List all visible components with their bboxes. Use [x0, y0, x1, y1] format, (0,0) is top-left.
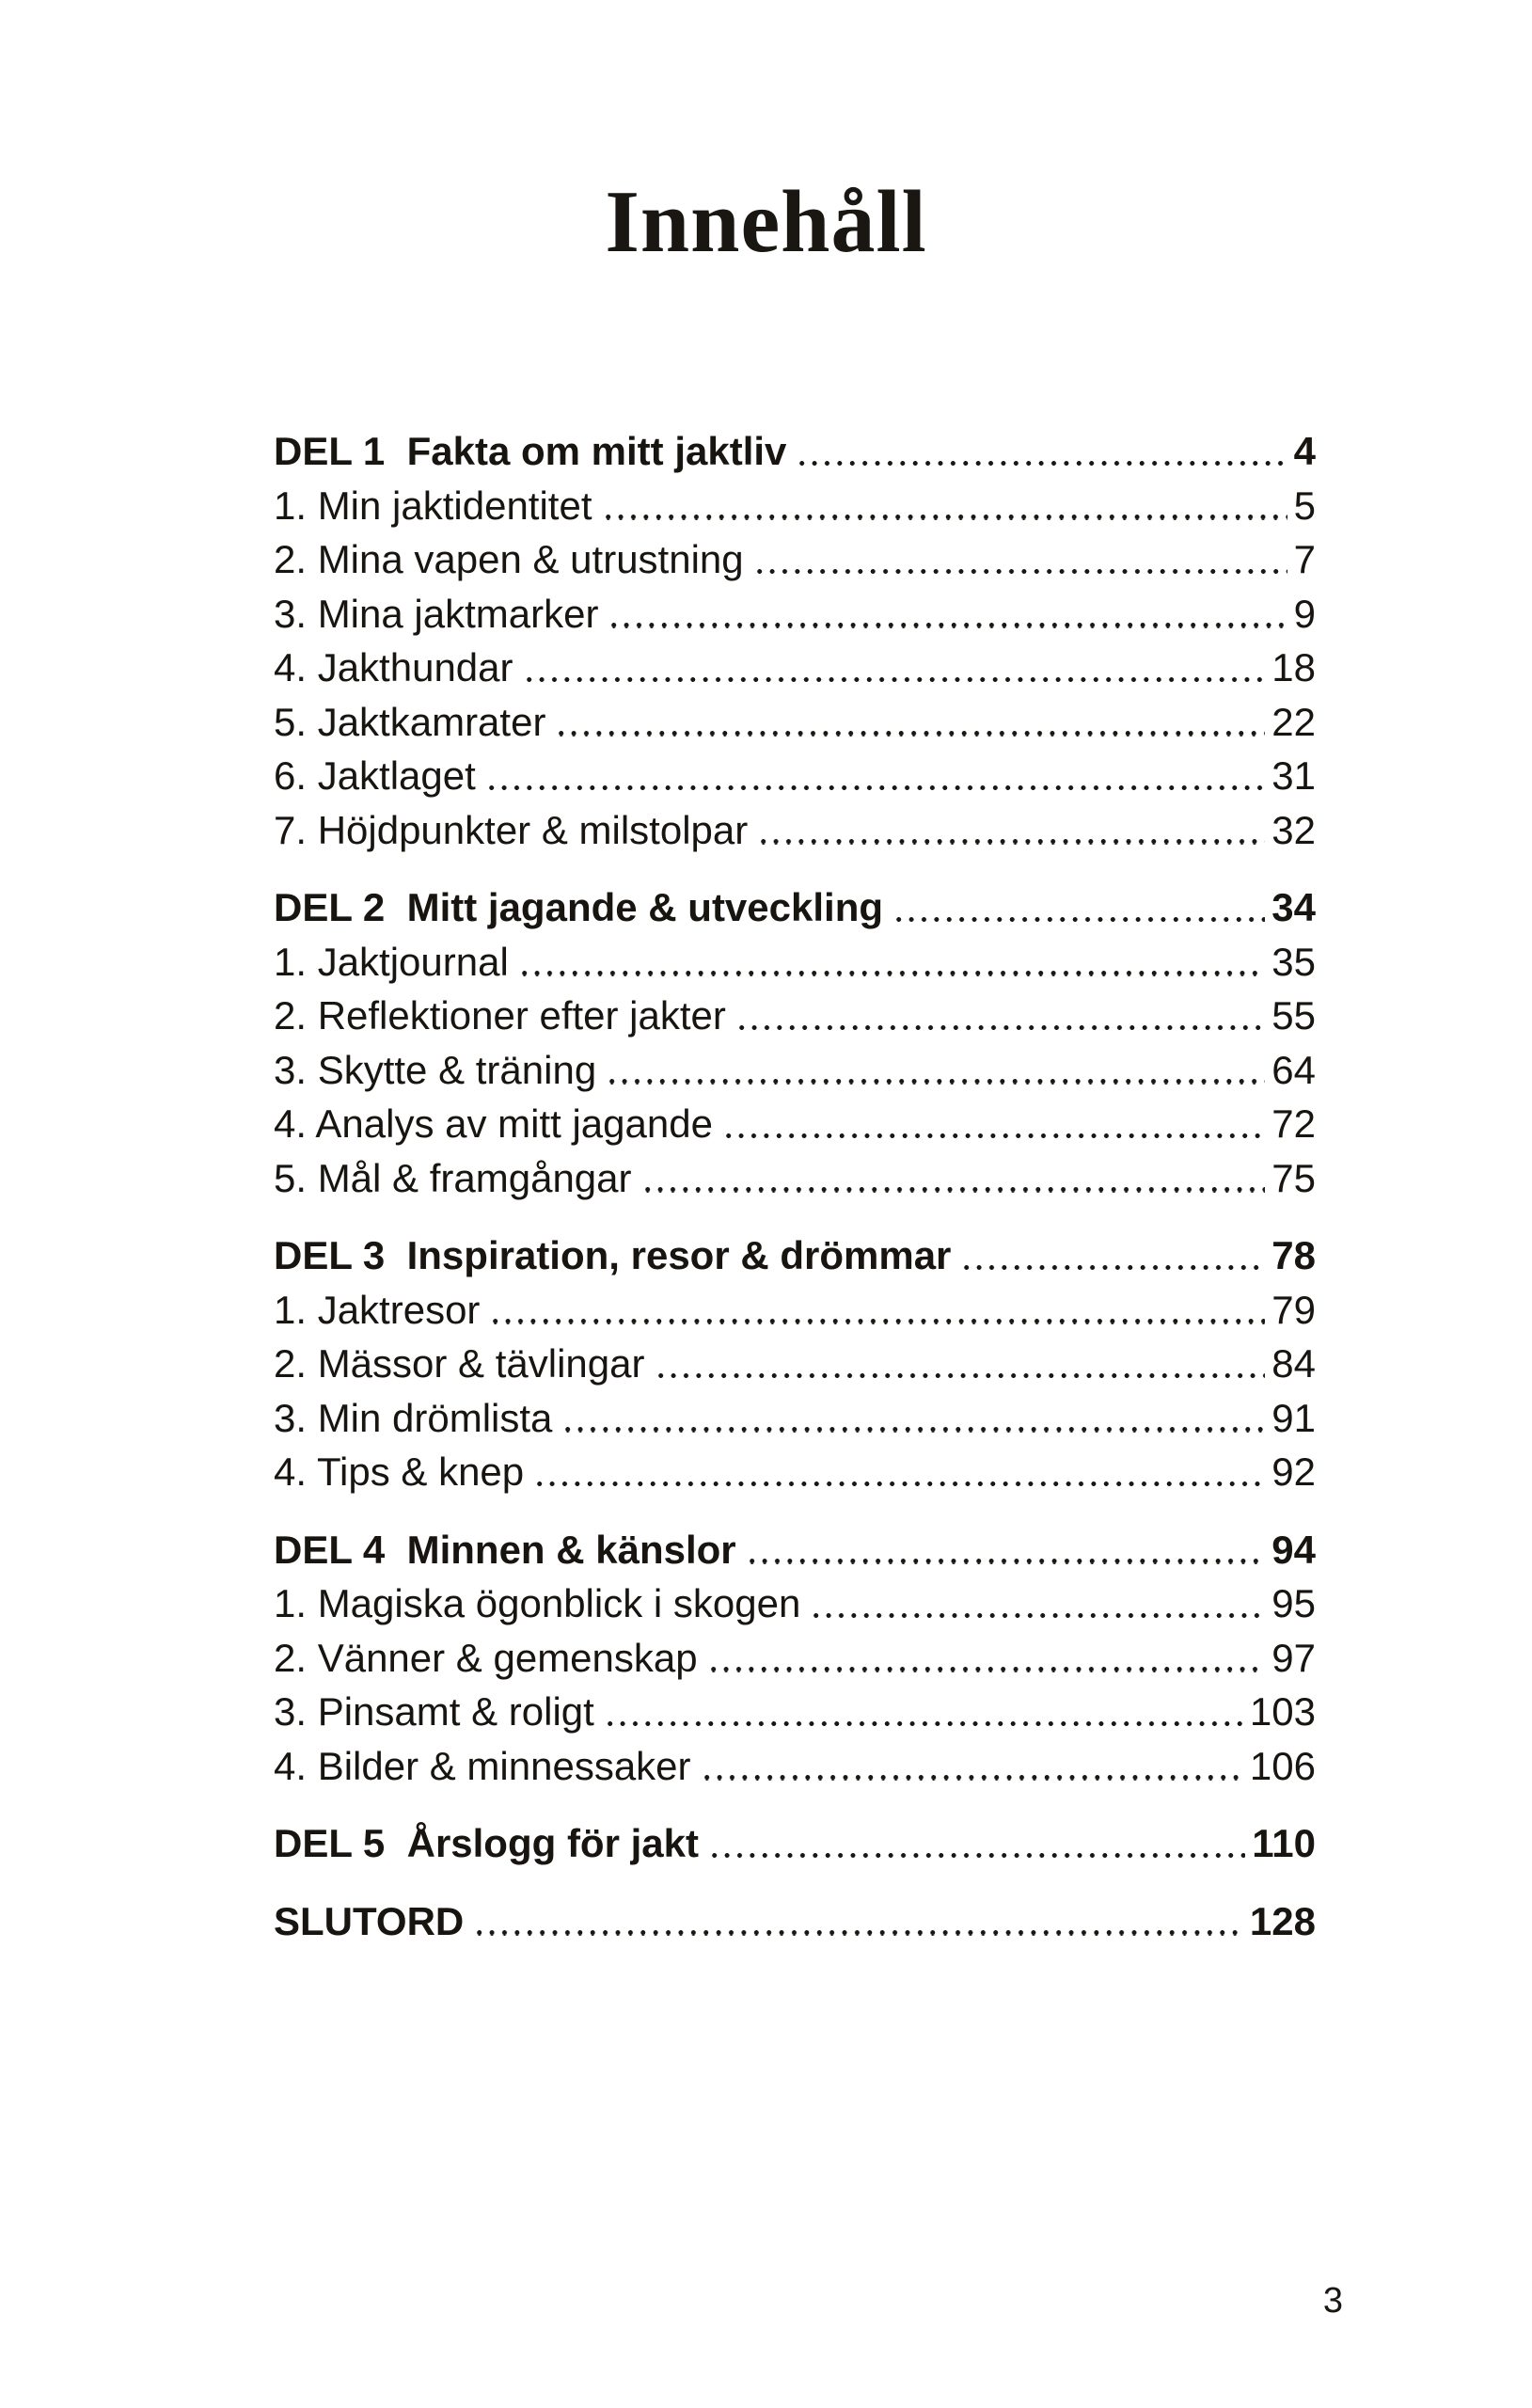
dots-leader [735, 1025, 1265, 1030]
entry-label: 3. Skytte & träning [274, 1047, 597, 1092]
toc-row [274, 1576, 1316, 1631]
entry-page-number: 91 [1271, 1395, 1316, 1440]
entry-label: 5. Mål & framgångar [274, 1155, 632, 1200]
entry-label: DEL 1 Fakta om mitt jaktliv [274, 429, 787, 473]
toc-row [274, 1151, 1316, 1206]
entry-page-number: 55 [1271, 993, 1316, 1038]
entry-label: 2. Reflektioner efter jakter [274, 993, 726, 1038]
toc-row [274, 587, 1316, 642]
entry-page-number: 106 [1249, 1743, 1316, 1788]
entry-label: 6. Jaktlaget [274, 753, 476, 798]
entry-page-number: 94 [1271, 1527, 1316, 1572]
entry-label: DEL 5 Årslogg för jakt [274, 1821, 699, 1865]
entry-page-number: 32 [1271, 807, 1316, 852]
entry-label: 1. Magiska ögonblick i skogen [274, 1581, 801, 1625]
entry-page-number: 79 [1271, 1287, 1316, 1332]
toc-row-part-4 [274, 1523, 1316, 1577]
dots-leader [518, 971, 1265, 975]
dots-leader [655, 1373, 1266, 1378]
dots-leader [641, 1187, 1266, 1192]
dots-leader [810, 1613, 1265, 1618]
entry-page-number: 7 [1293, 537, 1316, 581]
dots-leader [489, 1319, 1265, 1323]
dots-leader [523, 677, 1266, 682]
table-of-contents [0, 424, 1532, 1948]
page-title: Innehåll [605, 172, 927, 271]
entry-page-number: 9 [1293, 591, 1316, 636]
dots-leader [892, 917, 1265, 922]
entry-page-number: 22 [1271, 699, 1316, 744]
dots-leader [533, 1481, 1265, 1486]
toc-row [274, 989, 1316, 1043]
toc-row [274, 1283, 1316, 1338]
dots-leader [604, 1721, 1243, 1726]
toc-row [274, 641, 1316, 695]
entry-page-number: 97 [1271, 1635, 1316, 1680]
entry-page-number: 35 [1271, 939, 1316, 984]
dots-leader [608, 623, 1287, 627]
entry-page-number: 4 [1293, 429, 1316, 473]
dots-leader [746, 1559, 1266, 1563]
entry-page-number: 92 [1271, 1450, 1316, 1494]
dots-leader [602, 515, 1287, 519]
toc-row [274, 1043, 1316, 1098]
entry-label: 4. Jakthundar [274, 645, 513, 689]
entry-label: 7. Höjdpunkter & milstolpar [274, 807, 749, 852]
entry-label: DEL 4 Minnen & känslor [274, 1527, 736, 1572]
entry-label: DEL 3 Inspiration, resor & drömmar [274, 1233, 952, 1277]
toc-row [274, 749, 1316, 803]
entry-page-number: 64 [1271, 1047, 1316, 1092]
entry-label: 3. Mina jaktmarker [274, 591, 599, 636]
entry-label: 1. Jaktresor [274, 1287, 481, 1332]
entry-page-number: 5 [1293, 483, 1316, 528]
dots-leader [796, 461, 1287, 466]
entry-label: 4. Analys av mitt jagande [274, 1101, 713, 1146]
entry-page-number: 103 [1249, 1689, 1316, 1734]
dots-leader [757, 839, 1265, 844]
toc-row-part-3 [274, 1228, 1316, 1283]
entry-page-number: 72 [1271, 1101, 1316, 1146]
toc-row-part-5 [274, 1816, 1316, 1871]
dots-leader [708, 1853, 1245, 1858]
toc-row [274, 1337, 1316, 1391]
toc-row [274, 935, 1316, 990]
entry-label: 1. Min jaktidentitet [274, 483, 592, 528]
entry-label: 3. Min drömlista [274, 1395, 553, 1440]
toc-row [274, 532, 1316, 587]
entry-label: 3. Pinsamt & roligt [274, 1689, 594, 1734]
entry-page-number: 84 [1271, 1341, 1316, 1386]
entry-page-number: 18 [1271, 645, 1316, 689]
entry-label: DEL 2 Mitt jagande & utveckling [274, 885, 884, 929]
toc-row-slutord [274, 1894, 1316, 1949]
toc-row [274, 1391, 1316, 1446]
entry-label: SLUTORD [274, 1898, 465, 1943]
dots-leader [485, 785, 1265, 790]
entry-label: 4. Tips & knep [274, 1450, 525, 1494]
dots-leader [555, 731, 1265, 736]
toc-row [274, 695, 1316, 750]
entry-page-number: 95 [1271, 1581, 1316, 1625]
entry-page-number: 110 [1252, 1821, 1316, 1865]
toc-row [274, 1097, 1316, 1151]
dots-leader [561, 1427, 1265, 1432]
toc-row [274, 1631, 1316, 1686]
toc-row [274, 1739, 1316, 1794]
entry-label: 2. Mässor & tävlingar [274, 1341, 645, 1386]
footer-page-number: 3 [1322, 2281, 1343, 2321]
toc-row [274, 479, 1316, 533]
entry-label: 1. Jaktjournal [274, 939, 509, 984]
toc-row-part-2 [274, 880, 1316, 935]
dots-leader [722, 1133, 1265, 1138]
dots-leader [753, 569, 1287, 574]
entry-label: 2. Mina vapen & utrustning [274, 537, 744, 581]
toc-row [274, 1685, 1316, 1739]
dots-leader [606, 1079, 1265, 1084]
entry-page-number: 75 [1271, 1155, 1316, 1200]
dots-leader [707, 1667, 1266, 1671]
dots-leader [473, 1930, 1243, 1935]
entry-page-number: 128 [1249, 1898, 1316, 1943]
dots-leader [701, 1775, 1243, 1780]
toc-row [274, 803, 1316, 858]
entry-page-number: 78 [1271, 1233, 1316, 1277]
toc-row-part-1 [274, 424, 1316, 479]
dots-leader [960, 1265, 1265, 1270]
toc-row [274, 1445, 1316, 1499]
entry-page-number: 31 [1271, 753, 1316, 798]
entry-label: 4. Bilder & minnessaker [274, 1743, 691, 1788]
entry-page-number: 34 [1271, 885, 1316, 929]
entry-label: 5. Jaktkamrater [274, 699, 546, 744]
entry-label: 2. Vänner & gemenskap [274, 1635, 698, 1680]
